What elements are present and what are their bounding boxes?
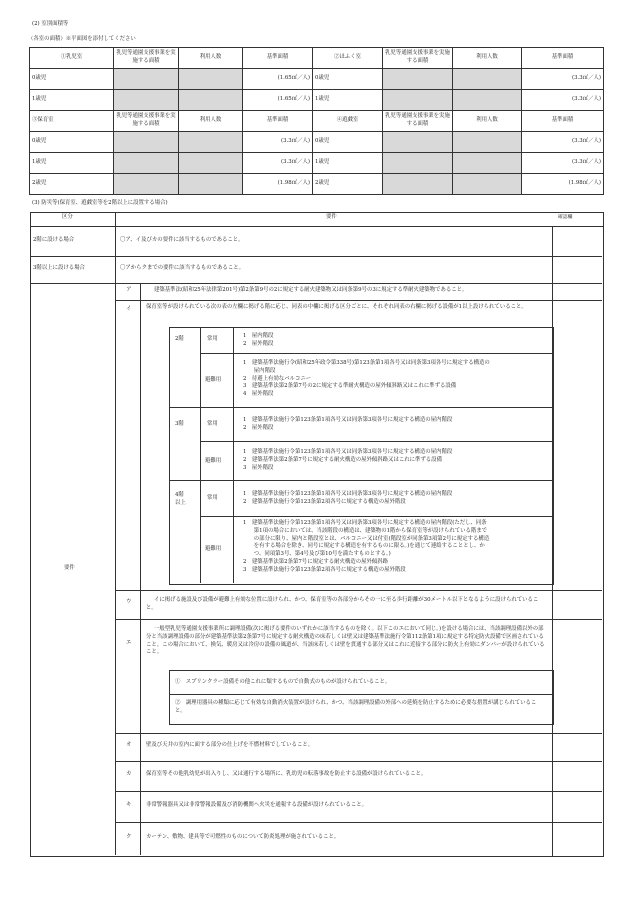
item-e-mark: エ [126, 640, 132, 646]
users-input-cell[interactable] [453, 132, 522, 153]
table-divider [115, 761, 602, 762]
f4-evacuation-list [243, 520, 489, 575]
row-3f-text: 〇アからクまでの要件に該当するものであること。 [120, 265, 244, 271]
table-divider [169, 694, 552, 695]
item-ku-mark: ク [126, 834, 132, 840]
standard-area-value: (1.98㎡／人) [243, 174, 313, 195]
users-input-cell[interactable] [179, 90, 243, 111]
area-input-cell[interactable] [383, 153, 453, 174]
item-ka-text: 保育室等その他乳幼児が出入りし、又は通行する場所に、乳幼児の転落事故を防止する設備が設けられていること。 [146, 771, 427, 777]
section-3-heading: (3) 防災等(保育室、遊戯室等を2階以上に設置する場合) [32, 200, 168, 206]
header-kubun: 区分 [62, 214, 73, 220]
f3-normal-list [243, 417, 452, 433]
area-input-cell[interactable] [114, 69, 179, 90]
usage-evacuation: 避難用 [205, 377, 222, 383]
section-2-heading: (2) 室別面積等 [32, 21, 69, 27]
header-yoken: 要件 [326, 214, 337, 220]
list-item: 1 建築基準法施行令第123条第1項各号又は同条第3項各号に規定する構造の屋内階段 [243, 449, 453, 455]
age-label: 1歳児 [313, 153, 383, 174]
area-input-cell[interactable] [114, 174, 179, 195]
row-2f-label: 2階に設ける場合 [33, 237, 75, 243]
standard-area-value: (1.98㎡／人) [522, 174, 604, 195]
area-input-cell[interactable] [383, 69, 453, 90]
col-support-area: 乳児等通園支援事業を実施する面積 [114, 111, 179, 132]
area-input-cell[interactable] [383, 132, 453, 153]
check-column[interactable] [552, 226, 604, 857]
list-item: 2 屋外階段 [243, 340, 274, 347]
standard-area-value: (1.65㎡／人) [243, 69, 313, 90]
usage-normal: 常用 [207, 495, 218, 501]
row-3f-label: 3階以上に設ける場合 [33, 265, 85, 271]
floor-2: 2階 [175, 336, 184, 342]
users-input-cell[interactable] [179, 69, 243, 90]
area-input-cell[interactable] [114, 90, 179, 111]
section-2-note: （各室の面積）※平面図を添付してください [28, 36, 136, 42]
standard-area-value: (3.3㎡／人) [522, 132, 604, 153]
row-2f-text: 〇ア、イ及びカの要件に該当するものであること。 [120, 237, 244, 243]
users-input-cell[interactable] [179, 132, 243, 153]
area-input-cell[interactable] [114, 132, 179, 153]
table-divider [115, 822, 602, 823]
table-divider [140, 283, 141, 855]
list-item: 1 建築基準法施行令第123条第1項各号又は同条第3項各号に規定する構造の屋内階段 [243, 491, 453, 497]
list-item: 2 屋外階段 [243, 424, 274, 431]
list-item: 3 建築基準法施行令第123条第2項各号に規定する構造の屋外階段 [243, 566, 406, 573]
floor-3: 3階 [175, 421, 184, 427]
list-item: 3 屋外階段 [243, 464, 274, 471]
table-divider [169, 407, 552, 408]
item-ka-mark: カ [126, 771, 132, 777]
list-item: 4 屋外階段 [243, 391, 274, 398]
item-i-mark: イ [126, 306, 132, 312]
col-support-area: 乳児等通園支援事業を実施する面積 [383, 48, 453, 69]
table-row [30, 153, 604, 174]
item-e-sub1: ① スプリンクラー設備その他これに類するもので自動式のものが設けられていること。 [175, 679, 391, 685]
item-ki-text: 非常警報器具又は非常警報設備及び消防機関へ火災を通報する設備が設けられていること。 [146, 802, 368, 808]
f2-evacuation-list [243, 360, 490, 399]
item-i-text: 保育室等が設けられている次の表の左欄に掲げる階に応じ、同表の中欄に掲げる区分ごとに、それぞれ同表の右欄に掲げる設備が1以上設けられていること。 [146, 304, 527, 310]
age-label: 1歳児 [30, 90, 114, 111]
f4-normal-list [243, 491, 452, 507]
item-a-text: 建築基準法(昭和25年法律第201号)第2条第9号の2に規定する耐火建築物又は同条第9号の3に規定する準耐火建築物であること。 [154, 287, 468, 293]
item-ku-text: カーテン、敷物、建具等で可燃性のものについて防炎処理が施されていること。 [146, 834, 340, 840]
list-item: 1 建築基準法施行令(昭和25年政令第338号)第123条第1項各号又は同条第3項各号に規定する構造の [243, 360, 490, 366]
col-support-area: 乳児等通園支援事業を実施する面積 [383, 111, 453, 132]
col-users: 利用人数 [453, 111, 522, 132]
col-standard-area: 基準面積 [522, 111, 604, 132]
standard-area-value: (3.3㎡／人) [243, 153, 313, 174]
table-divider [115, 590, 602, 591]
age-label: 2歳児 [30, 174, 114, 195]
standard-area-value: (3.3㎡／人) [522, 69, 604, 90]
list-item: 1 建築基準法施行令第123条第1項各号又は同条第3項各号に規定する構造の屋内階段(ただし、同条 [243, 520, 487, 526]
item-o-text: 壁及び天井の室内に面する部分の仕上げを不燃材料でしていること。 [146, 742, 314, 748]
area-input-cell[interactable] [383, 90, 453, 111]
users-input-cell[interactable] [453, 90, 522, 111]
item-o-mark: オ [126, 742, 132, 748]
item-u-text: イに掲げる施設及び設備が避難上有効な位置に設けられ、かつ、保育室等の各部分からその一に至る歩行距離が30メートル以下となるように設けられていること。 [146, 597, 539, 611]
list-item: の部分に限り、屋内と階段室とは、バルコニー又は付室(階段室が同条第3項第2号に規定する構造 [243, 535, 490, 542]
table-divider [115, 212, 116, 855]
table-divider [169, 480, 552, 481]
age-label: 0歳児 [313, 132, 383, 153]
playroom-label: ④遊戯室 [313, 111, 383, 132]
age-label: 0歳児 [30, 69, 114, 90]
block2-header-row [30, 111, 604, 132]
usage-normal: 常用 [207, 421, 218, 427]
age-label: 0歳児 [30, 132, 114, 153]
block1-header-row [30, 48, 604, 69]
list-item: 第1項の場合においては、当該階段の構造は、建築物の1階から保育室等が設けられている階まで [243, 527, 488, 534]
item-a-mark: ア [126, 287, 132, 293]
users-input-cell[interactable] [453, 174, 522, 195]
table-divider [115, 300, 602, 301]
item-e-text: 一般型乳児等通園支援事業所に調理設備(次に掲げる要件のいずれかに該当するものを除く。以下このエにおいて同じ。)を設ける場合には、当該調理設備以外の部分と当該調理設備の部分が建築基準法第2条第7号に規定する耐火構造の床若しくは壁又は建築基準法施行令第112条第1項に規定する特定防火設備で区画されていること。この場合において、換気、暖房又は冷房の設備の風道が、当該床若しくは壁を貫通する部分又はこれに近接する部分に防火上有効にダンパーが設けられていること。 [146, 626, 545, 656]
list-item: 屋内階段 [243, 367, 276, 374]
table-row [30, 132, 604, 153]
table-divider [233, 327, 234, 583]
col-standard-area: 基準面積 [243, 111, 313, 132]
room-area-table [29, 47, 604, 195]
item-e-sub2: ② 調理用器具の種類に応じて有効な自動消火装置が設けられ、かつ、当該調理設備の外部への延焼を防止するために必要な措置が講じられていること。 [175, 700, 537, 714]
col-support-area: 乳児等通園支援事業を実施する面積 [114, 48, 179, 69]
users-input-cell[interactable] [453, 153, 522, 174]
age-label: 1歳児 [30, 153, 114, 174]
floor-4-line2: 以上 [175, 500, 186, 506]
table-divider [115, 733, 602, 734]
col-standard-area: 基準面積 [522, 48, 604, 69]
age-label: 2歳児 [313, 174, 383, 195]
standard-area-value: (3.3㎡／人) [243, 132, 313, 153]
table-divider [200, 441, 552, 442]
list-item: 1 建築基準法施行令第123条第1項各号又は同条第3項各号に規定する構造の屋内階段 [243, 417, 453, 423]
item-u-mark: ウ [126, 599, 132, 605]
users-input-cell[interactable] [453, 69, 522, 90]
standard-area-value: (1.65㎡／人) [243, 90, 313, 111]
infant-room-label: ①乳児室 [30, 48, 114, 69]
list-item: 2 建築基準法第2条第7号に規定する耐火構造の屋外傾斜路又はこれに準ずる設備 [243, 456, 442, 463]
list-item: 1 屋内階段 [243, 333, 274, 339]
list-item: を有する場合を除き、同号に規定する構造を有するものに限る。)を通じて連絡することとし、か [243, 543, 485, 550]
area-input-cell[interactable] [114, 153, 179, 174]
list-item: つ、同項第3号、第4号及び第10号を満たすものとする。) [243, 551, 391, 558]
requirements-label: 要件 [64, 565, 75, 571]
crawling-room-label: ②ほふく室 [313, 48, 383, 69]
usage-evacuation: 避難用 [205, 546, 222, 552]
users-input-cell[interactable] [179, 153, 243, 174]
table-divider [200, 516, 552, 517]
table-divider [200, 327, 201, 583]
col-users: 利用人数 [179, 111, 243, 132]
nursery-room-label: ③保育室 [30, 111, 114, 132]
table-row [30, 174, 604, 195]
usage-normal: 常用 [207, 336, 218, 342]
table-divider [200, 353, 552, 354]
col-users: 利用人数 [453, 48, 522, 69]
col-users: 利用人数 [179, 48, 243, 69]
standard-area-value: (3.3㎡／人) [522, 90, 604, 111]
list-item: 2 建築基準法施行令第123条第2項各号に規定する構造の屋外階段 [243, 498, 406, 505]
table-divider [115, 619, 602, 620]
list-item: 2 建築基準法第2条第7号に規定する耐火構造の屋外傾斜路 [243, 559, 389, 566]
header-check: 確認欄 [558, 215, 573, 220]
users-input-cell[interactable] [179, 174, 243, 195]
age-label: 0歳児 [313, 69, 383, 90]
table-divider [115, 791, 602, 792]
usage-evacuation: 避難用 [205, 458, 222, 464]
col-standard-area: 基準面積 [243, 48, 313, 69]
floor-4-line1: 4階 [175, 492, 184, 498]
table-row [30, 90, 604, 111]
table-row [30, 69, 604, 90]
f3-evacuation-list [243, 449, 452, 472]
f2-normal-list [243, 333, 273, 349]
item-ki-mark: キ [126, 802, 132, 808]
list-item: 2 待避上有効なバルコニー [243, 375, 312, 382]
list-item: 3 建築基準法第2条第7号の2に規定する準耐火構造の屋外傾斜路又はこれに準ずる設備 [243, 383, 457, 390]
standard-area-value: (3.3㎡／人) [522, 153, 604, 174]
age-label: 1歳児 [313, 90, 383, 111]
area-input-cell[interactable] [383, 174, 453, 195]
